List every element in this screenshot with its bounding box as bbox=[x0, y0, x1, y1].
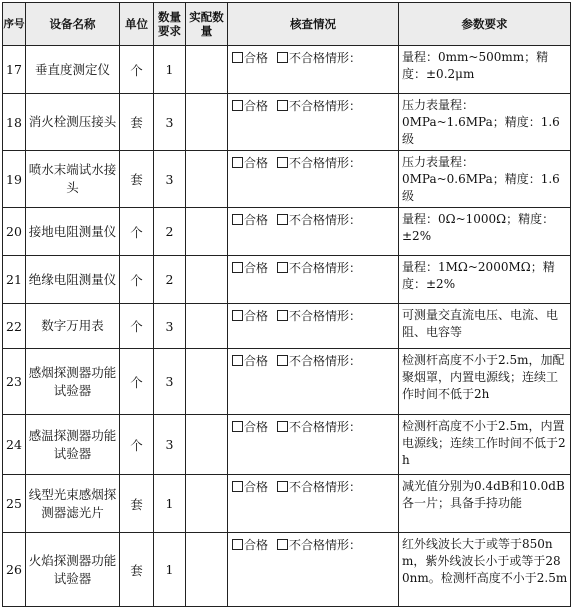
pass-option[interactable] bbox=[232, 536, 268, 553]
pass-label: 合格 bbox=[244, 354, 269, 368]
param-line: 量程：0Ω~1000Ω；精度：±2% bbox=[402, 212, 555, 243]
check-status-cell bbox=[228, 304, 399, 349]
qty-required-cell: 3 bbox=[154, 94, 186, 151]
pass-label: 合格 bbox=[244, 480, 269, 494]
row-number: 21 bbox=[3, 256, 26, 304]
pass-option[interactable] bbox=[232, 478, 268, 495]
fail-label: 不合格情形： bbox=[289, 213, 362, 227]
check-status-cell bbox=[228, 256, 399, 304]
qty-actual-cell[interactable] bbox=[186, 256, 228, 304]
row-number: 26 bbox=[3, 533, 26, 607]
equipment-name: 接地电阻测量仪 bbox=[26, 208, 120, 256]
param-line: 0MPa~0.6MPa；精度：1.6级 bbox=[402, 172, 560, 203]
check-status-cell bbox=[228, 94, 399, 151]
fail-label: 不合格情形： bbox=[289, 420, 362, 434]
fail-option[interactable] bbox=[277, 49, 361, 66]
equipment-name: 火焰探测器功能试验器 bbox=[26, 533, 120, 607]
check-status-cell bbox=[228, 349, 399, 415]
qty-actual-cell[interactable] bbox=[186, 475, 228, 533]
param-requirement-cell bbox=[399, 256, 571, 304]
pass-label: 合格 bbox=[244, 51, 269, 65]
table-row bbox=[3, 46, 571, 94]
header-no: 序号 bbox=[3, 3, 26, 46]
row-number: 18 bbox=[3, 94, 26, 151]
checkbox-icon[interactable] bbox=[232, 262, 243, 273]
row-number: 17 bbox=[3, 46, 26, 94]
equipment-name: 线型光束感烟探测器滤光片 bbox=[26, 475, 120, 533]
table-row bbox=[3, 208, 571, 256]
row-number: 19 bbox=[3, 151, 26, 208]
pass-option[interactable] bbox=[232, 352, 268, 369]
qty-actual-cell[interactable] bbox=[186, 94, 228, 151]
qty-required-cell: 2 bbox=[154, 256, 186, 304]
checkbox-icon[interactable] bbox=[277, 481, 288, 492]
param-line: 0MPa~1.6MPa；精度：1.6级 bbox=[402, 115, 560, 146]
param-requirement-cell bbox=[399, 533, 571, 607]
checkbox-icon[interactable] bbox=[277, 355, 288, 366]
header-check: 核查情况 bbox=[228, 3, 399, 46]
unit-cell: 个 bbox=[120, 415, 154, 475]
checkbox-icon[interactable] bbox=[277, 421, 288, 432]
qty-required-cell: 1 bbox=[154, 46, 186, 94]
fail-option[interactable] bbox=[277, 536, 361, 553]
table-row bbox=[3, 475, 571, 533]
pass-option[interactable] bbox=[232, 211, 268, 228]
pass-label: 合格 bbox=[244, 99, 269, 113]
equipment-name: 垂直度测定仪 bbox=[26, 46, 120, 94]
pass-label: 合格 bbox=[244, 309, 269, 323]
table-row bbox=[3, 304, 571, 349]
checkbox-icon[interactable] bbox=[232, 52, 243, 63]
table-row bbox=[3, 415, 571, 475]
checkbox-icon[interactable] bbox=[232, 157, 243, 168]
param-line: 检测杆高度不小于2.5m，内置电源线；连续工作时间不低于2h bbox=[402, 419, 566, 467]
unit-cell: 套 bbox=[120, 533, 154, 607]
checkbox-icon[interactable] bbox=[277, 262, 288, 273]
table-row bbox=[3, 256, 571, 304]
pass-label: 合格 bbox=[244, 156, 269, 170]
fail-option[interactable] bbox=[277, 97, 361, 114]
qty-required-cell: 3 bbox=[154, 349, 186, 415]
param-requirement-cell bbox=[399, 304, 571, 349]
row-number: 24 bbox=[3, 415, 26, 475]
check-status-cell bbox=[228, 475, 399, 533]
fail-label: 不合格情形： bbox=[289, 354, 362, 368]
qty-required-cell: 3 bbox=[154, 151, 186, 208]
fail-label: 不合格情形： bbox=[289, 51, 362, 65]
checkbox-icon[interactable] bbox=[277, 310, 288, 321]
pass-option[interactable] bbox=[232, 418, 268, 435]
param-line: 量程：0mm~500mm；精度：±0.2μm bbox=[402, 50, 549, 81]
qty-actual-cell[interactable] bbox=[186, 304, 228, 349]
param-line: 检测杆高度不小于2.5m，加配聚烟罩，内置电源线；连续工作时间不低于2h bbox=[402, 353, 565, 401]
param-requirement-cell bbox=[399, 46, 571, 94]
check-status-cell bbox=[228, 208, 399, 256]
pass-label: 合格 bbox=[244, 420, 269, 434]
equipment-check-table bbox=[2, 2, 571, 607]
unit-cell: 套 bbox=[120, 475, 154, 533]
checkbox-icon[interactable] bbox=[232, 214, 243, 225]
param-line: 红外线波长大于或等于850nm，紫外线波长小于或等于280nm。检测杆高度不小于2.5m bbox=[402, 537, 568, 585]
table-row bbox=[3, 349, 571, 415]
equipment-name: 绝缘电阻测量仪 bbox=[26, 256, 120, 304]
fail-label: 不合格情形： bbox=[289, 156, 362, 170]
checkbox-icon[interactable] bbox=[232, 421, 243, 432]
checkbox-icon[interactable] bbox=[277, 157, 288, 168]
fail-option[interactable] bbox=[277, 478, 361, 495]
header-name: 设备名称 bbox=[26, 3, 120, 46]
unit-cell: 个 bbox=[120, 208, 154, 256]
qty-required-cell: 3 bbox=[154, 304, 186, 349]
qty-required-cell: 3 bbox=[154, 415, 186, 475]
checkbox-icon[interactable] bbox=[232, 481, 243, 492]
checkbox-icon[interactable] bbox=[277, 214, 288, 225]
fail-option[interactable] bbox=[277, 352, 361, 369]
equipment-name: 感温探测器功能试验器 bbox=[26, 415, 120, 475]
qty-required-cell: 2 bbox=[154, 208, 186, 256]
row-number: 20 bbox=[3, 208, 26, 256]
qty-actual-cell[interactable] bbox=[186, 349, 228, 415]
checkbox-icon[interactable] bbox=[232, 100, 243, 111]
row-number: 25 bbox=[3, 475, 26, 533]
fail-label: 不合格情形： bbox=[289, 480, 362, 494]
header-qty-actual: 实配数量 bbox=[186, 3, 228, 46]
equipment-name: 感烟探测器功能试验器 bbox=[26, 349, 120, 415]
unit-cell: 个 bbox=[120, 46, 154, 94]
fail-label: 不合格情形： bbox=[289, 309, 362, 323]
fail-option[interactable] bbox=[277, 418, 361, 435]
pass-option[interactable] bbox=[232, 97, 268, 114]
equipment-name: 数字万用表 bbox=[26, 304, 120, 349]
pass-option[interactable] bbox=[232, 259, 268, 276]
qty-required-cell: 1 bbox=[154, 475, 186, 533]
check-status-cell bbox=[228, 415, 399, 475]
fail-option[interactable] bbox=[277, 154, 361, 171]
param-requirement-cell bbox=[399, 94, 571, 151]
qty-actual-cell[interactable] bbox=[186, 46, 228, 94]
pass-option[interactable] bbox=[232, 154, 268, 171]
param-line: 压力表量程： bbox=[402, 98, 475, 112]
fail-option[interactable] bbox=[277, 307, 361, 324]
header-params: 参数要求 bbox=[399, 3, 571, 46]
table-row bbox=[3, 94, 571, 151]
qty-required-cell: 1 bbox=[154, 533, 186, 607]
pass-label: 合格 bbox=[244, 213, 269, 227]
check-status-cell bbox=[228, 151, 399, 208]
unit-cell: 个 bbox=[120, 349, 154, 415]
check-status-cell bbox=[228, 46, 399, 94]
pass-option[interactable] bbox=[232, 307, 268, 324]
row-number: 22 bbox=[3, 304, 26, 349]
checkbox-icon[interactable] bbox=[277, 100, 288, 111]
unit-cell: 个 bbox=[120, 304, 154, 349]
checkbox-icon[interactable] bbox=[277, 52, 288, 63]
qty-actual-cell[interactable] bbox=[186, 151, 228, 208]
header-unit: 单位 bbox=[120, 3, 154, 46]
param-line: 量程：1MΩ~2000MΩ；精度：±2% bbox=[402, 260, 555, 291]
pass-option[interactable] bbox=[232, 49, 268, 66]
equipment-name: 喷水末端试水接头 bbox=[26, 151, 120, 208]
equipment-name: 消火栓测压接头 bbox=[26, 94, 120, 151]
checkbox-icon[interactable] bbox=[232, 355, 243, 366]
check-status-cell bbox=[228, 533, 399, 607]
param-requirement-cell bbox=[399, 208, 571, 256]
fail-label: 不合格情形： bbox=[289, 99, 362, 113]
row-number: 23 bbox=[3, 349, 26, 415]
table-body bbox=[3, 46, 571, 607]
param-requirement-cell bbox=[399, 415, 571, 475]
param-requirement-cell bbox=[399, 349, 571, 415]
param-line: 可测量交直流电压、电流、电阻、电容等 bbox=[402, 308, 559, 339]
unit-cell: 套 bbox=[120, 151, 154, 208]
param-line: 压力表量程： bbox=[402, 155, 475, 169]
qty-actual-cell[interactable] bbox=[186, 415, 228, 475]
fail-label: 不合格情形： bbox=[289, 538, 362, 552]
unit-cell: 套 bbox=[120, 94, 154, 151]
header-row bbox=[3, 3, 571, 46]
fail-option[interactable] bbox=[277, 211, 361, 228]
param-requirement-cell bbox=[399, 151, 571, 208]
qty-actual-cell[interactable] bbox=[186, 208, 228, 256]
unit-cell: 个 bbox=[120, 256, 154, 304]
fail-label: 不合格情形： bbox=[289, 261, 362, 275]
param-line: 减光值分别为0.4dB和10.0dB各一片；具备手持功能 bbox=[402, 479, 565, 510]
checkbox-icon[interactable] bbox=[232, 310, 243, 321]
checkbox-icon[interactable] bbox=[277, 539, 288, 550]
checkbox-icon[interactable] bbox=[232, 539, 243, 550]
param-requirement-cell bbox=[399, 475, 571, 533]
pass-label: 合格 bbox=[244, 538, 269, 552]
fail-option[interactable] bbox=[277, 259, 361, 276]
pass-label: 合格 bbox=[244, 261, 269, 275]
table-row bbox=[3, 533, 571, 607]
qty-actual-cell[interactable] bbox=[186, 533, 228, 607]
header-qty-required: 数量要求 bbox=[154, 3, 186, 46]
table-row bbox=[3, 151, 571, 208]
